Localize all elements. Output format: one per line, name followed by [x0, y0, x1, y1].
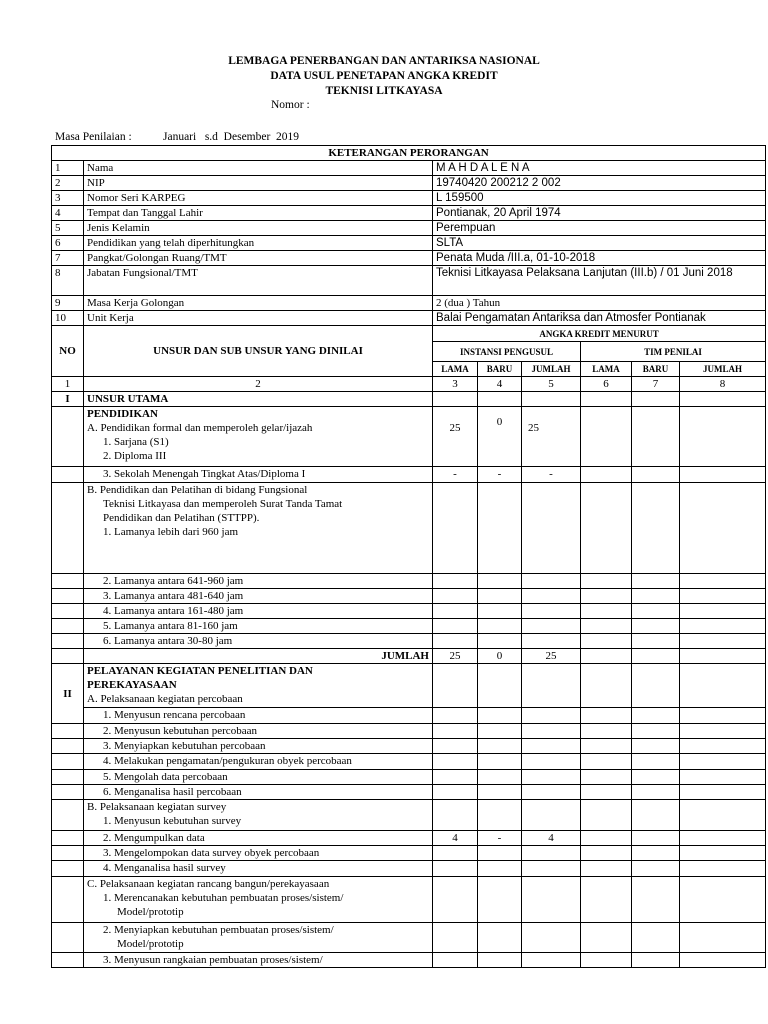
instansi-header: INSTANSI PENGUSUL [433, 342, 581, 362]
item-label: B. Pendidikan dan Pelatihan di bidang Fungsional [87, 484, 308, 496]
item-label: 4. Menganalisa hasil survey [103, 862, 226, 874]
item-label: 6. Menganalisa hasil percobaan [103, 786, 242, 798]
value-cell: - [478, 831, 522, 846]
personal-row [52, 266, 766, 296]
personal-row [52, 161, 766, 176]
row-label: Tempat dan Tanggal Lahir [84, 206, 433, 221]
row-no: 6 [52, 236, 84, 251]
item-label: 1. Merencanakan kebutuhan pembuatan proses/sistem/ [103, 892, 344, 904]
table-row [52, 634, 766, 649]
row-no: 7 [52, 251, 84, 266]
row-no: 9 [52, 296, 84, 311]
item-label: 2. Lamanya antara 641-960 jam [103, 575, 244, 587]
column-number-row [52, 377, 766, 392]
item-label: 1. Menyusun kebutuhan survey [103, 815, 242, 827]
baru-header: BARU [478, 362, 522, 377]
table-row [52, 407, 766, 467]
section-title: UNSUR UTAMA [84, 392, 433, 407]
col-no-header: NO [52, 326, 84, 377]
item-label: 2. Menyusun kebutuhan percobaan [103, 725, 257, 737]
row-value: SLTA [433, 236, 766, 251]
lama-header: LAMA [433, 362, 478, 377]
item-label: A. Pelaksanaan kegiatan percobaan [87, 693, 243, 705]
row-no: 5 [52, 221, 84, 236]
jumlah-label: JUMLAH [84, 649, 433, 664]
row-label: Pendidikan yang telah diperhitungkan [84, 236, 433, 251]
personal-row [52, 296, 766, 311]
item-label: 3. Menyusun rangkaian pembuatan proses/sistem/ [103, 954, 323, 966]
item-label: 5. Mengolah data percobaan [103, 771, 228, 783]
col-num: 4 [478, 377, 522, 392]
item-label: Teknisi Litkayasa dan memperoleh Surat Tanda Tamat [103, 498, 343, 510]
table-row [52, 846, 766, 861]
row-no: 4 [52, 206, 84, 221]
value-cell: - [478, 467, 522, 483]
table-row [52, 708, 766, 724]
row-no: 2 [52, 176, 84, 191]
main-table [51, 145, 766, 968]
header-title-1: LEMBAGA PENERBANGAN DAN ANTARIKSA NASIONAL [228, 55, 540, 67]
item-label: A. Pendidikan formal dan memperoleh gelar/ijazah [87, 422, 313, 434]
col-num: 1 [52, 377, 84, 392]
row-value: Pontianak, 20 April 1974 [433, 206, 766, 221]
row-no: 8 [52, 266, 84, 296]
table-row [52, 831, 766, 846]
row-label: NIP [84, 176, 433, 191]
pendidikan-label: PENDIDIKAN [87, 408, 158, 420]
table-row [52, 953, 766, 968]
section-roman: I [52, 392, 84, 407]
row-value: Balai Pengamatan Antariksa dan Atmosfer Pontianak [433, 311, 766, 326]
value-cell: 4 [522, 831, 581, 846]
value-cell: 0 [478, 649, 522, 664]
item-label: B. Pelaksanaan kegiatan survey [87, 801, 227, 813]
item-label: C. Pelaksanaan kegiatan rancang bangun/perekayasaan [87, 878, 330, 890]
item-label: 3. Sekolah Menengah Tingkat Atas/Diploma I [103, 468, 306, 480]
baru-header: BARU [632, 362, 680, 377]
item-label: 1. Sarjana (S1) [103, 436, 169, 448]
value-cell: 25 [433, 649, 478, 664]
tim-header: TIM PENILAI [581, 342, 766, 362]
row-label: Unit Kerja [84, 311, 433, 326]
row-label: Pangkat/Golongan Ruang/TMT [84, 251, 433, 266]
header-title-3: TEKNISI LITKAYASA [325, 85, 443, 97]
col-num: 5 [522, 377, 581, 392]
nomor-label: Nomor : [271, 99, 310, 111]
table-row [52, 739, 766, 754]
table-row [52, 754, 766, 770]
masa-label: Masa Penilaian : [55, 131, 132, 143]
row-no: 10 [52, 311, 84, 326]
table-row [52, 467, 766, 483]
item-label: 3. Menyiapkan kebutuhan percobaan [103, 740, 266, 752]
value-cell: 25 [522, 407, 581, 467]
item-label: 4. Lamanya antara 161-480 jam [103, 605, 244, 617]
personal-row [52, 311, 766, 326]
personal-row [52, 221, 766, 236]
table-row [52, 664, 766, 708]
item-label: 2. Mengumpulkan data [103, 832, 205, 844]
value-cell: - [433, 467, 478, 483]
lama-header: LAMA [581, 362, 632, 377]
col-num: 3 [433, 377, 478, 392]
row-value: 2 (dua ) Tahun [433, 296, 766, 311]
table-row [52, 724, 766, 739]
personal-row [52, 236, 766, 251]
row-label: Jenis Kelamin [84, 221, 433, 236]
item-label: 2. Diploma III [103, 450, 167, 462]
value-cell: 25 [522, 649, 581, 664]
table-row [52, 589, 766, 604]
col-unsur-header: UNSUR DAN SUB UNSUR YANG DINILAI [84, 326, 433, 377]
personal-row [52, 251, 766, 266]
table-row [52, 483, 766, 574]
jumlah-row [52, 649, 766, 664]
section-roman: II [52, 664, 84, 724]
table-row [52, 619, 766, 634]
item-label: 2. Menyiapkan kebutuhan pembuatan proses/sistem/ [103, 924, 334, 936]
value-cell: 25 [433, 407, 478, 467]
item-label: 3. Lamanya antara 481-640 jam [103, 590, 244, 602]
row-value: L 159500 [433, 191, 766, 206]
row-label: Jabatan Fungsional/TMT [84, 266, 433, 296]
value-cell: 0 [478, 407, 522, 467]
table-row [52, 604, 766, 619]
col-num: 2 [84, 377, 433, 392]
row-label: Nomor Seri KARPEG [84, 191, 433, 206]
col-num: 6 [581, 377, 632, 392]
item-label: 6. Lamanya antara 30-80 jam [103, 635, 233, 647]
section-title: PEREKAYASAAN [87, 679, 177, 691]
masa-penilaian [55, 131, 299, 143]
row-value: Penata Muda /III.a, 01-10-2018 [433, 251, 766, 266]
row-value: 19740420 200212 2 002 [433, 176, 766, 191]
row-no: 3 [52, 191, 84, 206]
col-num: 8 [680, 377, 766, 392]
item-label: 1. Menyusun rencana percobaan [103, 709, 246, 721]
table-row [52, 923, 766, 953]
table-row [52, 574, 766, 589]
masa-value: Januari s.d Desember 2019 [163, 131, 300, 143]
jumlah-header: JUMLAH [522, 362, 581, 377]
row-value: M A H D A L E N A [433, 161, 766, 176]
item-label: Model/prototip [117, 938, 184, 950]
item-label: Model/prototip [117, 906, 184, 918]
col-num: 7 [632, 377, 680, 392]
table-row [52, 785, 766, 800]
personal-title: KETERANGAN PERORANGAN [52, 146, 766, 161]
row-no: 1 [52, 161, 84, 176]
item-label: Pendidikan dan Pelatihan (STTPP). [103, 512, 260, 524]
row-value: Teknisi Litkayasa Pelaksana Lanjutan (III.b) / 01 Juni 2018 [433, 266, 766, 296]
personal-row [52, 206, 766, 221]
personal-row [52, 176, 766, 191]
value-cell: - [522, 467, 581, 483]
item-label: 5. Lamanya antara 81-160 jam [103, 620, 238, 632]
row-label: Masa Kerja Golongan [84, 296, 433, 311]
personal-row [52, 191, 766, 206]
jumlah-header: JUMLAH [680, 362, 766, 377]
item-label: 3. Mengelompokan data survey obyek percobaan [103, 847, 320, 859]
angka-kredit-header: ANGKA KREDIT MENURUT [433, 326, 766, 342]
table-row [52, 861, 766, 877]
table-row [52, 800, 766, 831]
item-label: 1. Lamanya lebih dari 960 jam [103, 526, 239, 538]
header-title-2: DATA USUL PENETAPAN ANGKA KREDIT [270, 70, 498, 82]
item-label: 4. Melakukan pengamatan/pengukuran obyek percobaan [103, 755, 352, 767]
row-value: Perempuan [433, 221, 766, 236]
section-title: PELAYANAN KEGIATAN PENELITIAN DAN [87, 665, 313, 677]
value-cell: 4 [433, 831, 478, 846]
row-label: Nama [84, 161, 433, 176]
table-row [52, 877, 766, 923]
table-row [52, 770, 766, 785]
